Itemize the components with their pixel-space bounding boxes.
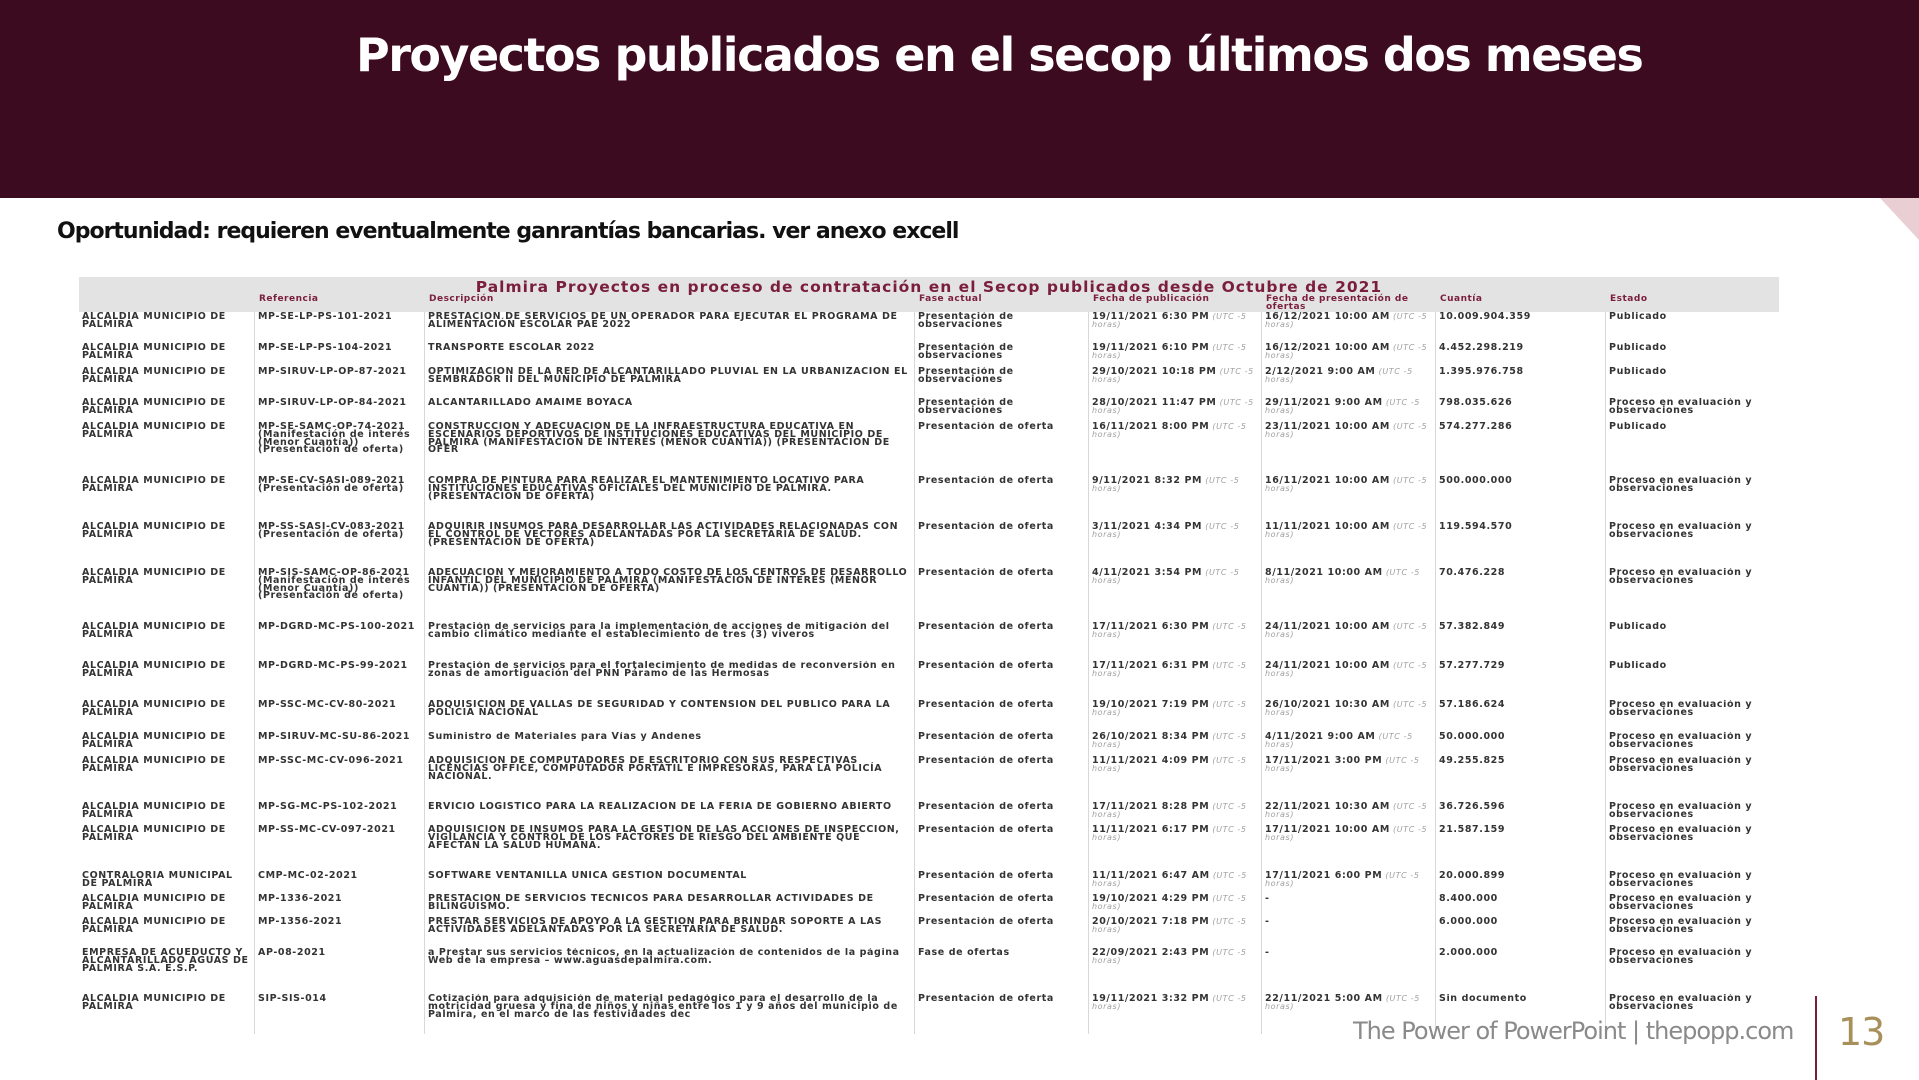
table-row: [79, 522, 1779, 568]
cell-status: Publicado: [1609, 422, 1667, 432]
cell-reference: CMP-MC-02-2021: [255, 871, 425, 894]
table-title: Palmira Proyectos en proceso de contratación en el Secop publicados desde Octubre de 2021: [475, 278, 1383, 296]
table-row: [79, 756, 1779, 802]
cell-status: Proceso en evaluación y observaciones: [1609, 994, 1753, 1012]
cell-phase: Presentación de oferta: [915, 825, 1089, 871]
cell-description: ALCANTARILLADO AMAIME BOYACA: [425, 398, 915, 422]
cell-status: Proceso en evaluación y observaciones: [1609, 700, 1753, 718]
cell-offer-date: 8/11/2021 10:00 AM (UTC -5 horas): [1262, 568, 1436, 622]
slide-title: Proyectos publicados en el secop últimos dos meses: [356, 28, 1643, 82]
table-row: [79, 622, 1779, 661]
corner-accent: [1880, 198, 1919, 240]
cell-offer-date: 11/11/2021 10:00 AM (UTC -5 horas): [1262, 522, 1436, 568]
table-row: [79, 802, 1779, 825]
cell-amount: 36.726.596: [1436, 802, 1606, 825]
secop-table-image: [79, 277, 1779, 1040]
cell-entity: ALCALDÍA MUNICIPIO DE PALMIRA: [79, 343, 255, 367]
cell-entity: ALCALDÍA MUNICIPIO DE PALMIRA: [79, 522, 255, 568]
table-row: [79, 871, 1779, 894]
cell-phase: Presentación de oferta: [915, 802, 1089, 825]
cell-amount: 8.400.000: [1436, 894, 1606, 917]
cell-description: PRESTAR SERVICIOS DE APOYO A LA GESTIÓN PARA BRINDAR SOPORTE A LAS ACTIVIDADES ADELANTADAS POR LA SECRETARÍA DE SALUD.: [425, 917, 915, 948]
table-row: [79, 917, 1779, 948]
table-row: [79, 661, 1779, 700]
timezone-note: (UTC -5 horas): [1092, 422, 1247, 439]
timezone-note: (UTC -5 horas): [1265, 756, 1420, 773]
timezone-note: (UTC -5 horas): [1265, 568, 1420, 585]
cell-entity: ALCALDÍA MUNICIPIO DE PALMIRA: [79, 622, 255, 661]
timezone-note: (UTC -5 horas): [1265, 661, 1428, 678]
cell-entity: ALCALDÍA MUNICIPIO DE PALMIRA: [79, 422, 255, 476]
cell-entity: ALCALDÍA MUNICIPIO DE PALMIRA: [79, 312, 255, 343]
cell-reference: MP-SG-MC-PS-102-2021: [255, 802, 425, 825]
timezone-note: (UTC -5 horas): [1092, 894, 1247, 911]
cell-amount: 20.000.899: [1436, 871, 1606, 894]
cell-publication-date: 19/10/2021 7:19 PM (UTC -5 horas): [1089, 700, 1262, 732]
timezone-note: (UTC -5 horas): [1092, 398, 1254, 415]
page-number: 13: [1838, 1010, 1885, 1054]
cell-status: Publicado: [1609, 312, 1667, 322]
column-header-phase: Fase actual: [919, 294, 983, 304]
cell-entity: ALCALDÍA MUNICIPIO DE PALMIRA: [79, 894, 255, 917]
cell-status: Proceso en evaluación y observaciones: [1609, 825, 1753, 843]
cell-description: COMPRA DE PINTURA PARA REALIZAR EL MANTENIMIENTO LOCATIVO PARA INSTITUCIONES EDUCATIVAS OFICIALES DEL MUNICIPIO DE PALMIRA. (PRESENTACIÓN DE OFERTA): [425, 476, 915, 522]
cell-phase: Presentación de oferta: [915, 994, 1089, 1034]
cell-publication-date: 19/11/2021 6:10 PM (UTC -5 horas): [1089, 343, 1262, 367]
timezone-note: (UTC -5 horas): [1092, 871, 1247, 888]
timezone-note: (UTC -5 horas): [1265, 312, 1428, 329]
cell-publication-date: 26/10/2021 8:34 PM (UTC -5 horas): [1089, 732, 1262, 756]
cell-amount: 57.382.849: [1436, 622, 1606, 661]
cell-entity: EMPRESA DE ACUEDUCTO Y ALCANTARILLADO AGUAS DE PALMIRA S.A. E.S.P.: [79, 948, 255, 994]
cell-reference: MP-SE-CV-SASI-089-2021 (Presentación de oferta): [255, 476, 425, 522]
slide-subtitle: Oportunidad: requieren eventualmente ganrantías bancarias. ver anexo excell: [57, 219, 959, 244]
timezone-note: (UTC -5 horas): [1265, 622, 1428, 639]
cell-publication-date: 17/11/2021 6:31 PM (UTC -5 horas): [1089, 661, 1262, 700]
cell-phase: Presentación de observaciones: [915, 343, 1089, 367]
timezone-note: (UTC -5 horas): [1092, 825, 1247, 842]
cell-offer-date: 4/11/2021 9:00 AM (UTC -5 horas): [1262, 732, 1436, 756]
cell-publication-date: 11/11/2021 6:47 AM (UTC -5 horas): [1089, 871, 1262, 894]
cell-description: ADQUISICION DE VALLAS DE SEGURIDAD Y CONTENSION DEL PUBLICO PARA LA POLICIA NACIONAL: [425, 700, 915, 732]
cell-publication-date: 11/11/2021 4:09 PM (UTC -5 horas): [1089, 756, 1262, 802]
cell-status: Proceso en evaluación y observaciones: [1609, 398, 1753, 416]
cell-offer-date: -: [1262, 917, 1436, 948]
cell-phase: Presentación de oferta: [915, 568, 1089, 622]
cell-entity: ALCALDÍA MUNICIPIO DE PALMIRA: [79, 756, 255, 802]
column-header-description: Descripción: [429, 294, 494, 304]
cell-amount: 49.255.825: [1436, 756, 1606, 802]
timezone-note: (UTC -5 horas): [1265, 522, 1428, 539]
table-header: [79, 277, 1779, 312]
column-header-offer-date: Fecha de presentación de ofertas: [1266, 294, 1409, 312]
cell-reference: MP-1336-2021: [255, 894, 425, 917]
cell-status: Proceso en evaluación y observaciones: [1609, 894, 1753, 912]
cell-description: Suministro de Materiales para Vías y Andenes: [425, 732, 915, 756]
column-header-reference: Referencia: [259, 294, 319, 304]
cell-phase: Presentación de oferta: [915, 894, 1089, 917]
cell-entity: ALCALDÍA MUNICIPIO DE PALMIRA: [79, 661, 255, 700]
cell-entity: ALCALDÍA MUNICIPIO DE PALMIRA: [79, 994, 255, 1034]
cell-offer-date: 26/10/2021 10:30 AM (UTC -5 horas): [1262, 700, 1436, 732]
cell-description: Cotización para adquisición de material pedagógico para el desarrollo de la motricidad gruesa y fina de niños y niñas entre los 1 y 9 años del municipio de Palmira, en el marco de las festividades dec: [425, 994, 915, 1034]
timezone-note: (UTC -5 horas): [1092, 948, 1247, 965]
cell-entity: ALCALDÍA MUNICIPIO DE PALMIRA: [79, 732, 255, 756]
cell-entity: ALCALDÍA MUNICIPIO DE PALMIRA: [79, 802, 255, 825]
cell-status: Publicado: [1609, 367, 1667, 377]
cell-description: PRESTACIÓN DE SERVICIOS TÉCNICOS PARA DESARROLLAR ACTIVIDADES DE BILINGUISMO.: [425, 894, 915, 917]
cell-description: Prestación de servicios para el fortalecimiento de medidas de reconversión en zonas de amortiguación del PNN Páramo de las Hermosas: [425, 661, 915, 700]
cell-reference: AP-08-2021: [255, 948, 425, 994]
cell-amount: 57.186.624: [1436, 700, 1606, 732]
cell-publication-date: 29/10/2021 10:18 PM (UTC -5 horas): [1089, 367, 1262, 398]
table-row: [79, 422, 1779, 476]
cell-phase: Presentación de oferta: [915, 871, 1089, 894]
cell-offer-date: 24/11/2021 10:00 AM (UTC -5 horas): [1262, 622, 1436, 661]
cell-reference: MP-SS-SASI-CV-083-2021 (Presentación de oferta): [255, 522, 425, 568]
timezone-note: (UTC -5 horas): [1092, 367, 1254, 384]
cell-phase: Fase de ofertas: [915, 948, 1089, 994]
cell-entity: ALCALDÍA MUNICIPIO DE PALMIRA: [79, 917, 255, 948]
cell-offer-date: 22/11/2021 10:30 AM (UTC -5 horas): [1262, 802, 1436, 825]
cell-amount: 500.000.000: [1436, 476, 1606, 522]
cell-reference: MP-SIRUV-MC-SU-86-2021: [255, 732, 425, 756]
cell-phase: Presentación de observaciones: [915, 312, 1089, 343]
cell-status: Proceso en evaluación y observaciones: [1609, 756, 1753, 774]
cell-amount: 4.452.298.219: [1436, 343, 1606, 367]
cell-amount: 50.000.000: [1436, 732, 1606, 756]
cell-status: Publicado: [1609, 622, 1667, 632]
cell-reference: MP-SIRUV-LP-OP-87-2021: [255, 367, 425, 398]
cell-reference: MP-1356-2021: [255, 917, 425, 948]
cell-description: OPTIMIZACIÓN DE LA RED DE ALCANTARILLADO PLUVIAL EN LA URBANIZACIÓN EL SEMBRADOR II DEL MUNICIPIO DE PALMIRA: [425, 367, 915, 398]
cell-offer-date: -: [1262, 948, 1436, 994]
cell-description: CONSTRUCCIÓN Y ADECUACIÓN DE LA INFRAESTRUCTURA EDUCATIVA EN ESCENARIOS DEPORTIVOS DE INSTITUCIONES EDUCATIVAS DEL MUNICIPIO DE PALMIRA (MANIFESTACIÓN DE INTERÉS (MENOR CUANTÍA)) (PRESENTACIÓN DE OFER: [425, 422, 915, 476]
table-row: [79, 825, 1779, 871]
footer-text: The Power of PowerPoint | thepopp.com: [1353, 1017, 1794, 1045]
cell-description: PRESTACIÓN DE SERVICIOS DE UN OPERADOR PARA EJECUTAR EL PROGRAMA DE ALIMENTACIÓN ESCOLAR PAE 2022: [425, 312, 915, 343]
cell-status: Proceso en evaluación y observaciones: [1609, 522, 1753, 540]
cell-reference: MP-SIS-SAMC-OP-86-2021 (Manifestación de interés (Menor Cuantía)) (Presentación de oferta): [255, 568, 425, 622]
cell-status: Proceso en evaluación y observaciones: [1609, 568, 1753, 586]
cell-phase: Presentación de oferta: [915, 917, 1089, 948]
timezone-note: (UTC -5 horas): [1092, 522, 1240, 539]
cell-status: Proceso en evaluación y observaciones: [1609, 871, 1753, 889]
cell-phase: Presentación de observaciones: [915, 398, 1089, 422]
table-row: [79, 568, 1779, 622]
cell-entity: CONTRALORIA MUNICIPAL DE PALMIRA: [79, 871, 255, 894]
cell-reference: MP-SIRUV-LP-OP-84-2021: [255, 398, 425, 422]
table-row: [79, 367, 1779, 398]
cell-offer-date: 2/12/2021 9:00 AM (UTC -5 horas): [1262, 367, 1436, 398]
timezone-note: (UTC -5 horas): [1092, 622, 1247, 639]
cell-amount: 798.035.626: [1436, 398, 1606, 422]
cell-phase: Presentación de oferta: [915, 700, 1089, 732]
cell-offer-date: 29/11/2021 9:00 AM (UTC -5 horas): [1262, 398, 1436, 422]
cell-status: Publicado: [1609, 661, 1667, 671]
cell-description: SOFTWARE VENTANILLA ÚNICA GESTIÓN DOCUMENTAL: [425, 871, 915, 894]
footer-divider: [1815, 996, 1817, 1080]
cell-description: ADECUACION Y MEJORAMIENTO A TODO COSTO DE LOS CENTROS DE DESARROLLO INFANTIL DEL MUNICIPIO DE PALMIRA (MANIFESTACIÓN DE INTERÉS (MENOR CUANTÍA)) (PRESENTACIÓN DE OFERTA): [425, 568, 915, 622]
cell-amount: Sin documento: [1436, 994, 1606, 1034]
timezone-note: (UTC -5 horas): [1265, 367, 1413, 384]
table-row: [79, 732, 1779, 756]
timezone-note: (UTC -5 horas): [1265, 871, 1420, 888]
cell-publication-date: 28/10/2021 11:47 PM (UTC -5 horas): [1089, 398, 1262, 422]
table-row: [79, 700, 1779, 732]
cell-entity: ALCALDÍA MUNICIPIO DE PALMIRA: [79, 825, 255, 871]
timezone-note: (UTC -5 horas): [1265, 825, 1428, 842]
cell-description: a Prestar sus servicios técnicos, en la actualización de contenidos de la página Web de la empresa – www.aguasdepalmira.com.: [425, 948, 915, 994]
cell-description: ADQUIRIR INSUMOS PARA DESARROLLAR LAS ACTIVIDADES RELACIONADAS CON EL CONTROL DE VECTORES ADELANTADAS POR LA SECRETARÍA DE SALUD. (PRESENTACIÓN DE OFERTA): [425, 522, 915, 568]
cell-offer-date: 16/12/2021 10:00 AM (UTC -5 horas): [1262, 312, 1436, 343]
timezone-note: (UTC -5 horas): [1092, 700, 1247, 717]
timezone-note: (UTC -5 horas): [1092, 756, 1247, 773]
cell-amount: 21.587.159: [1436, 825, 1606, 871]
cell-status: Proceso en evaluación y observaciones: [1609, 917, 1753, 935]
cell-publication-date: 11/11/2021 6:17 PM (UTC -5 horas): [1089, 825, 1262, 871]
cell-publication-date: 9/11/2021 8:32 PM (UTC -5 horas): [1089, 476, 1262, 522]
cell-publication-date: 19/10/2021 4:29 PM (UTC -5 horas): [1089, 894, 1262, 917]
cell-reference: MP-SE-SAMC-OP-74-2021 (Manifestación de interés (Menor Cuantía)) (Presentación de oferta): [255, 422, 425, 476]
cell-reference: MP-SSC-MC-CV-80-2021: [255, 700, 425, 732]
cell-offer-date: 24/11/2021 10:00 AM (UTC -5 horas): [1262, 661, 1436, 700]
timezone-note: (UTC -5 horas): [1092, 312, 1247, 329]
cell-status: Proceso en evaluación y observaciones: [1609, 802, 1753, 820]
timezone-note: (UTC -5 horas): [1092, 732, 1247, 749]
cell-offer-date: 16/11/2021 10:00 AM (UTC -5 horas): [1262, 476, 1436, 522]
timezone-note: (UTC -5 horas): [1265, 398, 1420, 415]
cell-entity: ALCALDÍA MUNICIPIO DE PALMIRA: [79, 476, 255, 522]
cell-amount: 6.000.000: [1436, 917, 1606, 948]
cell-amount: 70.476.228: [1436, 568, 1606, 622]
cell-amount: 574.277.286: [1436, 422, 1606, 476]
cell-publication-date: 17/11/2021 8:28 PM (UTC -5 horas): [1089, 802, 1262, 825]
cell-amount: 2.000.000: [1436, 948, 1606, 994]
cell-publication-date: 16/11/2021 8:00 PM (UTC -5 horas): [1089, 422, 1262, 476]
cell-description: ADQUISICIÓN DE INSUMOS PARA LA GESTIÓN DE LAS ACCIONES DE INSPECCIÓN, VIGILANCIA Y CONTROL DE LOS FACTORES DE RIESGO DEL AMBIENTE QUE AFECTAN LA SALUD HUMANA.: [425, 825, 915, 871]
column-header-publication-date: Fecha de publicación: [1093, 294, 1210, 304]
cell-status: Proceso en evaluación y observaciones: [1609, 948, 1753, 966]
cell-reference: MP-DGRD-MC-PS-99-2021: [255, 661, 425, 700]
timezone-note: (UTC -5 horas): [1265, 700, 1428, 717]
cell-phase: Presentación de oferta: [915, 732, 1089, 756]
table-row: [79, 476, 1779, 522]
timezone-note: (UTC -5 horas): [1265, 476, 1428, 493]
cell-phase: Presentación de oferta: [915, 522, 1089, 568]
timezone-note: (UTC -5 horas): [1265, 802, 1428, 819]
cell-publication-date: 4/11/2021 3:54 PM (UTC -5 horas): [1089, 568, 1262, 622]
cell-publication-date: 17/11/2021 6:30 PM (UTC -5 horas): [1089, 622, 1262, 661]
timezone-note: (UTC -5 horas): [1092, 994, 1247, 1011]
cell-reference: SIP-SIS-014: [255, 994, 425, 1034]
timezone-note: (UTC -5 horas): [1092, 802, 1247, 819]
cell-publication-date: 22/09/2021 2:43 PM (UTC -5 horas): [1089, 948, 1262, 994]
table-row: [79, 343, 1779, 367]
cell-description: ERVICIO LOGÍSTICO PARA LA REALIZACIÓN DE LA FERIA DE GOBIERNO ABIERTO: [425, 802, 915, 825]
cell-offer-date: 17/11/2021 6:00 PM (UTC -5 horas): [1262, 871, 1436, 894]
timezone-note: (UTC -5 horas): [1265, 422, 1428, 439]
table-row: [79, 894, 1779, 917]
cell-phase: Presentación de oferta: [915, 756, 1089, 802]
cell-status: Publicado: [1609, 343, 1667, 353]
cell-description: ADQUISICIÓN DE COMPUTADORES DE ESCRITORIO CON SUS RESPECTIVAS LICENCIAS OFFICE, COMPUTADOR PORTÁTIL E IMPRESORAS, PARA LA POLICÍA NACIONAL.: [425, 756, 915, 802]
cell-amount: 57.277.729: [1436, 661, 1606, 700]
column-header-status: Estado: [1610, 294, 1648, 304]
cell-phase: Presentación de observaciones: [915, 367, 1089, 398]
cell-status: Proceso en evaluación y observaciones: [1609, 476, 1753, 494]
cell-publication-date: 19/11/2021 6:30 PM (UTC -5 horas): [1089, 312, 1262, 343]
timezone-note: (UTC -5 horas): [1092, 917, 1247, 934]
cell-offer-date: 23/11/2021 10:00 AM (UTC -5 horas): [1262, 422, 1436, 476]
timezone-note: (UTC -5 horas): [1265, 732, 1413, 749]
cell-publication-date: 20/10/2021 7:18 PM (UTC -5 horas): [1089, 917, 1262, 948]
cell-reference: MP-SSC-MC-CV-096-2021: [255, 756, 425, 802]
cell-offer-date: 17/11/2021 3:00 PM (UTC -5 horas): [1262, 756, 1436, 802]
timezone-note: (UTC -5 horas): [1092, 343, 1247, 360]
cell-phase: Presentación de oferta: [915, 422, 1089, 476]
cell-offer-date: -: [1262, 894, 1436, 917]
table-row: [79, 312, 1779, 343]
timezone-note: (UTC -5 horas): [1265, 343, 1428, 360]
cell-phase: Presentación de oferta: [915, 622, 1089, 661]
timezone-note: (UTC -5 horas): [1092, 568, 1240, 585]
cell-amount: 10.009.904.359: [1436, 312, 1606, 343]
cell-amount: 1.395.976.758: [1436, 367, 1606, 398]
cell-offer-date: 17/11/2021 10:00 AM (UTC -5 horas): [1262, 825, 1436, 871]
cell-reference: MP-SS-MC-CV-097-2021: [255, 825, 425, 871]
cell-amount: 119.594.570: [1436, 522, 1606, 568]
cell-offer-date: 22/11/2021 5:00 AM (UTC -5 horas): [1262, 994, 1436, 1034]
cell-entity: ALCALDÍA MUNICIPIO DE PALMIRA: [79, 700, 255, 732]
timezone-note: (UTC -5 horas): [1265, 994, 1420, 1011]
cell-entity: ALCALDÍA MUNICIPIO DE PALMIRA: [79, 398, 255, 422]
cell-reference: MP-SE-LP-PS-104-2021: [255, 343, 425, 367]
cell-reference: MP-SE-LP-PS-101-2021: [255, 312, 425, 343]
column-header-amount: Cuantía: [1440, 294, 1483, 304]
timezone-note: (UTC -5 horas): [1092, 476, 1240, 493]
cell-phase: Presentación de oferta: [915, 661, 1089, 700]
cell-phase: Presentación de oferta: [915, 476, 1089, 522]
cell-entity: ALCALDÍA MUNICIPIO DE PALMIRA: [79, 367, 255, 398]
cell-publication-date: 19/11/2021 3:32 PM (UTC -5 horas): [1089, 994, 1262, 1034]
cell-description: TRANSPORTE ESCOLAR 2022: [425, 343, 915, 367]
cell-status: Proceso en evaluación y observaciones: [1609, 732, 1753, 750]
cell-reference: MP-DGRD-MC-PS-100-2021: [255, 622, 425, 661]
table-row: [79, 398, 1779, 422]
cell-entity: ALCALDÍA MUNICIPIO DE PALMIRA: [79, 568, 255, 622]
table-row: [79, 948, 1779, 994]
cell-offer-date: 16/12/2021 10:00 AM (UTC -5 horas): [1262, 343, 1436, 367]
timezone-note: (UTC -5 horas): [1092, 661, 1247, 678]
cell-description: Prestación de servicios para la implementación de acciones de mitigación del cambio climático mediante el establecimiento de tres (3) viveros: [425, 622, 915, 661]
cell-publication-date: 3/11/2021 4:34 PM (UTC -5 horas): [1089, 522, 1262, 568]
